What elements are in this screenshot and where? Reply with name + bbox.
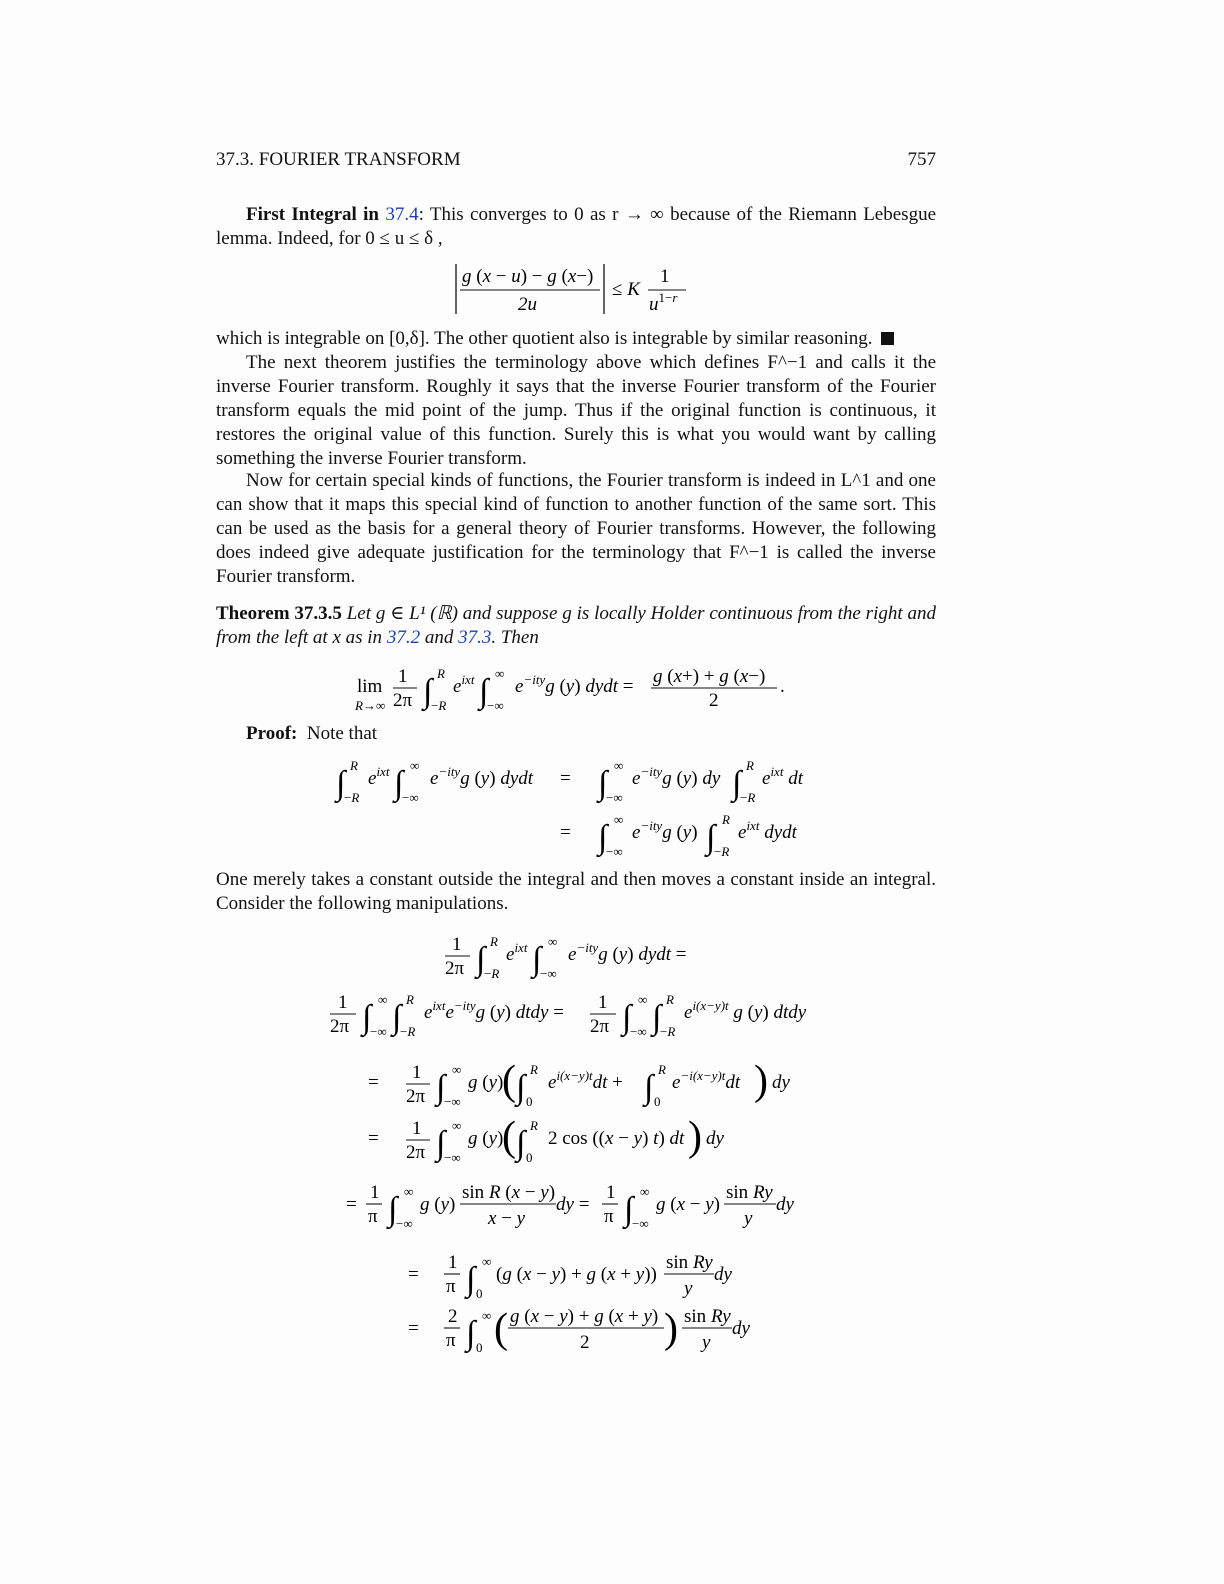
svg-text:dy: dy: [706, 1128, 724, 1149]
svg-text:y: y: [744, 1208, 753, 1229]
svg-text:2π: 2π: [406, 1086, 426, 1107]
svg-text:R: R: [350, 758, 358, 773]
svg-text:0: 0: [476, 1286, 483, 1301]
svg-text:−R: −R: [484, 966, 500, 981]
svg-text:∞: ∞: [410, 758, 420, 773]
svg-text:dy =: dy =: [556, 1194, 590, 1215]
svg-text:(: (: [494, 1306, 508, 1352]
svg-text:−R: −R: [431, 698, 447, 713]
paragraph-manipulations: [216, 868, 936, 916]
svg-text:eixte−ityg (y) dtdy =: $e^{ixt}e^{-ity}g$ (y) dtdy =: [424, 998, 564, 1023]
svg-text:∞: ∞: [640, 1184, 650, 1199]
svg-text:2: 2: [709, 690, 719, 711]
svg-text:eixt dydt: $e^{ixt}$ dydt: [738, 818, 797, 843]
svg-text:∫: ∫: [336, 765, 346, 802]
svg-text:∫: ∫: [466, 1261, 476, 1298]
page-number: 757: [907, 149, 936, 170]
svg-text:2u: 2u: [518, 294, 537, 315]
svg-text:R: R: [746, 758, 754, 773]
svg-text:ei(x−y)t g (y) dtdy: $e^{i(x-y)t}$ g (y) dtdy: [684, 998, 807, 1023]
paragraph-next-theorem: [216, 351, 936, 471]
svg-text:∞: ∞: [495, 666, 505, 681]
svg-text:−∞: −∞: [444, 1094, 461, 1109]
paragraph-special-functions: [216, 469, 936, 589]
svg-text:−R: −R: [740, 790, 756, 805]
equation-theorem: [355, 660, 795, 726]
svg-text:dy: dy: [732, 1318, 750, 1339]
svg-text:=: =: [560, 822, 571, 843]
svg-text:∫: ∫: [532, 941, 542, 978]
svg-text:1: 1: [370, 1182, 380, 1203]
svg-text:R: R: [406, 992, 414, 1007]
svg-text:(: (: [502, 1058, 516, 1104]
svg-text:R: R: [530, 1118, 538, 1133]
svg-text:e−ityg (y) dydt =: $e^{-ity}g$ (y) dydt =: [568, 940, 687, 965]
svg-text:∞: ∞: [638, 992, 648, 1007]
svg-text:∞: ∞: [452, 1062, 462, 1077]
proof-intro: [216, 722, 936, 746]
svg-text:e−ityg (y) dy: $e^{-ity}g$ (y) dy: [632, 764, 721, 789]
svg-text:∫: ∫: [624, 1191, 634, 1228]
equation-holder-bound: [452, 262, 692, 324]
svg-text:g (x+) + g (x−): g (x+) + g (x−): [653, 666, 766, 687]
svg-text:−∞: −∞: [444, 1150, 461, 1165]
svg-text:∫: ∫: [362, 999, 372, 1036]
svg-text:=: =: [408, 1264, 419, 1285]
paragraph-text: One merely takes a constant outside the integral and then moves a constant inside an integral. Consider the following manipulations.: [216, 869, 936, 914]
paragraph-integrable: [216, 327, 936, 351]
svg-text:−∞: −∞: [606, 790, 623, 805]
svg-text:g (x − u) − g (x−): g (x − u) − g (x−): [462, 266, 594, 287]
paragraph-text: Now for certain special kinds of functions, the Fourier transform is indeed in L^1 and one can show that it maps this special kind of function to another function of the same sort. This can be used as the basis for a general theory of Fourier transforms. However, the following does indeed give adequate justification for the terminology that F^−1 is called the inverse Fourier transform.: [216, 470, 936, 587]
svg-text:sin Ry: sin Ry: [684, 1306, 731, 1327]
svg-text:∞: ∞: [452, 1118, 462, 1133]
svg-text:∞: ∞: [614, 758, 624, 773]
svg-text:∞: ∞: [482, 1308, 492, 1323]
equation-ref-link[interactable]: 37.3: [458, 627, 492, 648]
svg-text:g (y): g (y): [468, 1128, 504, 1149]
svg-text:1: 1: [412, 1062, 422, 1083]
svg-text:R: R: [490, 934, 498, 949]
svg-text:−∞: −∞: [396, 1216, 413, 1231]
svg-text:sin Ry: sin Ry: [726, 1182, 773, 1203]
svg-text:π: π: [446, 1276, 456, 1297]
svg-text:−∞: −∞: [540, 966, 557, 981]
svg-text:∫: ∫: [598, 819, 608, 856]
paragraph-first-integral: [216, 203, 936, 251]
svg-text:1: 1: [452, 934, 462, 955]
paragraph-text: which is integrable on [0,δ]. The other quotient also is integrable by similar reasoning.: [216, 328, 873, 349]
svg-text:∫: ∫: [706, 819, 716, 856]
svg-text:1: 1: [606, 1182, 616, 1203]
svg-text:u1−r: $u^{1-}r$: [649, 290, 678, 315]
svg-text:R: R: [722, 812, 730, 827]
svg-text:0: 0: [654, 1094, 661, 1109]
svg-text:g (y): g (y): [420, 1194, 456, 1215]
svg-text:∫: ∫: [436, 1125, 446, 1162]
equation-graphic: [452, 262, 692, 318]
svg-text:π: π: [368, 1206, 378, 1227]
paragraph-text: : This converges to 0 as r → ∞ because of the Riemann Lebesgue lemma. Indeed, for 0 ≤ u ≤ δ ,: [216, 204, 936, 249]
svg-text:dy: dy: [772, 1072, 790, 1093]
svg-text:R: R: [666, 992, 674, 1007]
lead-bold: First Integral in: [246, 204, 380, 225]
proof-text: Note that: [306, 723, 378, 744]
svg-text:∫: ∫: [644, 1069, 654, 1106]
svg-text:sin Ry: sin Ry: [666, 1252, 713, 1273]
svg-text:R: R: [530, 1062, 538, 1077]
svg-text:=: =: [560, 768, 571, 789]
svg-text:∫: ∫: [392, 999, 402, 1036]
svg-text:−R: −R: [660, 1024, 676, 1039]
svg-text:1: 1: [660, 266, 670, 287]
svg-text:∞: ∞: [378, 992, 388, 1007]
equation-graphic: [355, 660, 795, 720]
svg-text:∞: ∞: [404, 1184, 414, 1199]
qed-square-icon: [881, 332, 894, 345]
svg-text:−R: −R: [344, 790, 360, 805]
svg-text:eixt: $e^{ixt}$: [453, 672, 475, 697]
svg-text:0: 0: [526, 1094, 533, 1109]
svg-text:∫: ∫: [423, 673, 433, 710]
svg-text:−∞: −∞: [630, 1024, 647, 1039]
svg-text:2 cos ((x − y) t) dt: 2 cos ((x − y) t) dt: [548, 1128, 685, 1149]
svg-text:ei(x−y)tdt +: $e^{i(x-y)t}dt$ +: [548, 1068, 623, 1093]
svg-text:∫: ∫: [652, 999, 662, 1036]
svg-text:1: 1: [398, 666, 408, 687]
svg-text:eixt: $e^{ixt}$: [506, 940, 528, 965]
svg-text:lim: lim: [357, 676, 383, 697]
svg-text:eixt dt: $e^{ixt}$ dt: [762, 764, 803, 789]
paragraph-text: The next theorem justifies the terminology above which defines F^−1 and calls it the inverse Fourier transform. Roughly it says that the inverse Fourier transform of the Fourier transform equals the mid point of the jump. Thus if the original function is continuous, it restores the original value of this function. Surely this is what you would want by calling something the inverse Fourier transform.: [216, 352, 936, 469]
svg-text:2π: 2π: [406, 1142, 426, 1163]
svg-text:∫: ∫: [732, 765, 742, 802]
svg-text:∫: ∫: [479, 673, 489, 710]
running-header: [216, 149, 936, 171]
svg-text:(: (: [502, 1114, 516, 1160]
svg-text:−∞: −∞: [370, 1024, 387, 1039]
svg-text:−∞: −∞: [632, 1216, 649, 1231]
svg-text:g (x − y) + g (x + y): g (x − y) + g (x + y): [510, 1306, 659, 1327]
equation-manipulations: [330, 928, 830, 1374]
svg-text:−∞: −∞: [606, 844, 623, 859]
theorem-text: and: [424, 627, 454, 648]
proof-label: Proof:: [246, 723, 298, 744]
svg-text:dy: dy: [714, 1264, 732, 1285]
svg-text:): ): [664, 1306, 678, 1352]
svg-text:−R: −R: [400, 1024, 416, 1039]
svg-text:−R: −R: [714, 844, 730, 859]
svg-text:∫: ∫: [436, 1069, 446, 1106]
svg-text:R: R: [437, 666, 445, 681]
svg-text:2: 2: [448, 1306, 458, 1327]
svg-text:π: π: [604, 1206, 614, 1227]
svg-text:y: y: [684, 1278, 693, 1299]
svg-text:=: =: [368, 1128, 379, 1149]
equation-ref-link[interactable]: 37.4: [385, 204, 419, 225]
svg-text:e−ityg (y): $e^{-ity}g$ (y): [632, 818, 698, 843]
svg-text:y: y: [702, 1332, 711, 1353]
svg-text:R: R: [658, 1062, 666, 1077]
equation-graphic: [330, 928, 830, 1368]
svg-text:∫: ∫: [466, 1315, 476, 1352]
svg-text:∫: ∫: [388, 1191, 398, 1228]
svg-text:0: 0: [526, 1150, 533, 1165]
svg-text:1: 1: [448, 1252, 458, 1273]
svg-text:∫: ∫: [598, 765, 608, 802]
svg-text:∞: ∞: [548, 934, 558, 949]
svg-text:e−ityg (y) dydt: $e^{-ity}g$ (y) dydt: [430, 764, 534, 789]
svg-text:eixt: $e^{ixt}$: [368, 764, 390, 789]
theorem-text: . Then: [491, 627, 539, 648]
svg-text:1: 1: [412, 1118, 422, 1139]
svg-text:=: =: [368, 1072, 379, 1093]
svg-text:−∞: −∞: [402, 790, 419, 805]
equation-graphic: [336, 752, 816, 862]
svg-text:−∞: −∞: [487, 698, 504, 713]
svg-text:e−i(x−y)tdt: $e^{-i(x-y)t}dt$: [672, 1068, 741, 1093]
svg-text:=: =: [346, 1194, 357, 1215]
svg-text:g (x − y): g (x − y): [656, 1194, 720, 1215]
svg-text:∫: ∫: [516, 1125, 526, 1162]
theorem-text: Let g ∈ L¹ (ℝ) and suppose g is locally Holder continuous from the right and from the left at x as in: [216, 603, 936, 648]
svg-text:(g (x − y) + g (x + y)): (g (x − y) + g (x + y)): [496, 1264, 657, 1285]
equation-ref-link[interactable]: 37.2: [386, 627, 421, 648]
svg-text:2π: 2π: [590, 1016, 610, 1037]
svg-text:x − y: x − y: [488, 1208, 526, 1229]
svg-text:≤ K: ≤ K: [612, 279, 640, 300]
svg-text:∫: ∫: [394, 765, 404, 802]
svg-text:R→∞: R→∞: [355, 698, 386, 713]
svg-text:dy: dy: [776, 1194, 794, 1215]
svg-text:∫: ∫: [516, 1069, 526, 1106]
svg-text:sin R (x − y): sin R (x − y): [462, 1182, 556, 1203]
svg-text:0: 0: [476, 1340, 483, 1355]
svg-text:∫: ∫: [622, 999, 632, 1036]
svg-text:2: 2: [580, 1332, 590, 1353]
svg-text:2π: 2π: [445, 958, 465, 979]
svg-text:g (y): g (y): [468, 1072, 504, 1093]
svg-text:2π: 2π: [393, 690, 413, 711]
equation-proof-1: [336, 752, 816, 868]
svg-text:1: 1: [598, 992, 608, 1013]
svg-text:): ): [754, 1058, 768, 1104]
theorem-statement: [216, 602, 936, 650]
svg-text:∫: ∫: [476, 941, 486, 978]
svg-text:.: .: [780, 676, 785, 697]
svg-text:1: 1: [338, 992, 348, 1013]
svg-text:∞: ∞: [614, 812, 624, 827]
svg-text:2π: 2π: [330, 1016, 350, 1037]
svg-text:∞: ∞: [482, 1254, 492, 1269]
svg-text:π: π: [446, 1330, 456, 1351]
svg-text:=: =: [408, 1318, 419, 1339]
section-title: 37.3. FOURIER TRANSFORM: [216, 149, 461, 170]
theorem-label: Theorem 37.3.5: [216, 603, 342, 624]
svg-text:e−ityg (y) dydt =: $e^{-ity}g$ (y) dydt =: [515, 672, 634, 697]
svg-text:): ): [688, 1114, 702, 1160]
